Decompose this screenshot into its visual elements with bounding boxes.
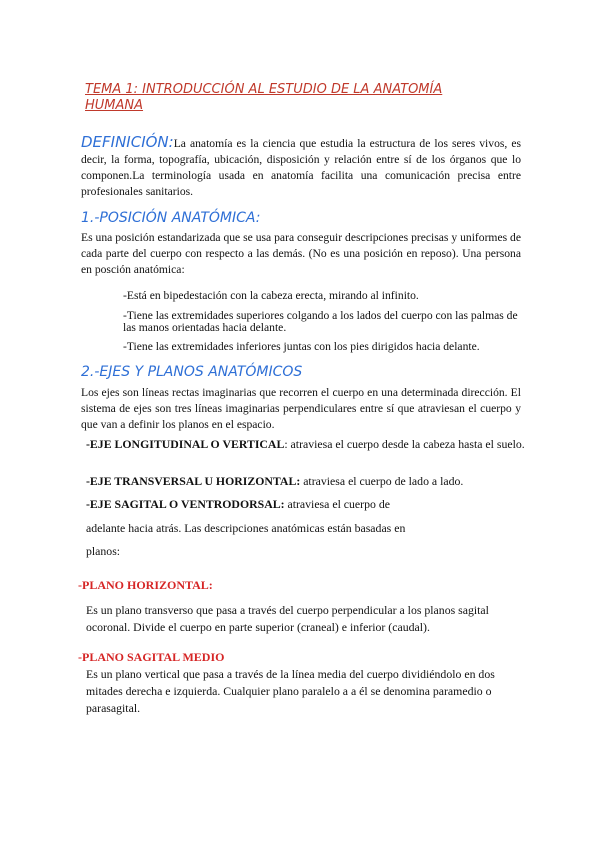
eje-sagital-continuation: adelante hacia atrás. Las descripciones anatómicas están basadas en xyxy=(86,521,406,535)
eje-label: -EJE TRANSVERSAL U HORIZONTAL: xyxy=(86,474,301,488)
document-title: TEMA 1: INTRODUCCIÓN AL ESTUDIO DE LA ANATOMÍA HUMANA xyxy=(85,82,443,113)
eje-label: -EJE SAGITAL O VENTRODORSAL: xyxy=(86,497,285,511)
plano-horizontal-text: Es un plano transverso que pasa a través del cuerpo perpendicular a los planos sagital ocoronal. Divide el cuerpo en parte superior (craneal) e inferior (caudal). xyxy=(86,603,489,634)
eje-label: -EJE LONGITUDINAL O VERTICAL xyxy=(86,437,285,451)
eje-text: atraviesa el cuerpo de lado a lado. xyxy=(300,474,464,488)
section2-heading: 2.-EJES Y PLANOS ANATÓMICOS xyxy=(81,364,303,380)
plano-sagital-text: Es un plano vertical que pasa a través de la línea media del cuerpo dividiéndolo en dos mitades derecha e izquierda. Cualquier plano paralelo a a él se denomina paramedio o parasagital. xyxy=(86,667,495,715)
section1-item: -Tiene las extremidades inferiores juntas con los pies dirigidos hacia delante. xyxy=(123,340,480,353)
section2-intro: Los ejes son líneas rectas imaginarias que recorren el cuerpo en una determinada dirección. El sistema de ejes son tres líneas imaginarias perpendiculares entre sí que atraviesan el cuerpo y que van a definir los planos en el espacio. xyxy=(81,386,521,431)
section1-item: -Está en bipedestación con la cabeza erecta, mirando al infinito. xyxy=(123,289,419,302)
eje-longitudinal xyxy=(86,436,526,452)
plano-horizontal-heading: -PLANO HORIZONTAL: xyxy=(78,578,213,592)
plano-sagital-heading: -PLANO SAGITAL MEDIO xyxy=(78,650,225,664)
eje-transversal xyxy=(86,473,526,489)
definition-heading: DEFINICIÓN: xyxy=(81,133,174,151)
eje-sagital-continuation: planos: xyxy=(86,544,121,558)
section1-item: -Tiene las extremidades superiores colgando a los lados del cuerpo con las palmas de las manos orientadas hacia delante. xyxy=(123,309,518,334)
eje-sagital xyxy=(86,496,526,512)
eje-text: atraviesa el cuerpo de xyxy=(284,497,390,511)
definition-text: La anatomía es la ciencia que estudia la estructura de los seres vivos, es decir, la forma, topografía, ubicación, disposición y relación entre sí de los órganos que lo componen.La terminología usada en anatomía facilita una comunicación precisa entre profesionales sanitarios. xyxy=(81,137,521,198)
definition-paragraph xyxy=(81,134,521,200)
section1-intro: Es una posición estandarizada que se usa para conseguir descripciones precisas y uniformes de cada parte del cuerpo con respecto a las demás. (No es una posición en reposo). Una persona en posción anatómica: xyxy=(81,231,521,276)
section1-heading: 1.-POSICIÓN ANATÓMICA: xyxy=(81,210,261,226)
eje-text: : atraviesa el cuerpo desde la cabeza hasta el suelo. xyxy=(284,437,525,451)
